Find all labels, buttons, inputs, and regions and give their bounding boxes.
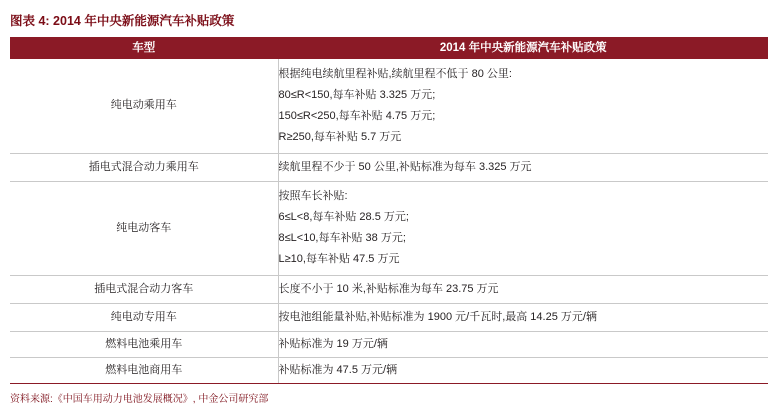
table-row [10,331,768,357]
cell-policy [278,181,768,275]
vehicle-type-label: 插电式混合动力乘用车 [88,160,199,173]
table-row [10,153,768,181]
cell-policy [278,275,768,303]
column-header-policy: 2014 年中央新能源汽车补贴政策 [278,38,768,59]
vehicle-type-label: 纯电动乘用车 [110,99,177,112]
policy-line: 根据纯电续航里程补贴,续航里程不低于 80 公里: [278,67,512,80]
policy-line: 6≤L<8,每车补贴 28.5 万元; [278,211,409,223]
policy-line: 长度不小于 10 米,补贴标准为每车 23.75 万元 [278,282,499,295]
policy-line: 150≤R<250,每车补贴 4.75 万元; [278,109,436,122]
policy-line: 补贴标准为 19 万元/辆 [278,337,388,350]
table-row [10,275,768,303]
cell-policy [278,59,768,153]
policy-table [10,38,768,384]
vehicle-type-label: 纯电动客车 [116,221,172,234]
vehicle-type-label: 燃料电池乘用车 [105,337,183,350]
cell-policy [278,153,768,181]
column-header-vehicle-type: 车型 [10,38,278,59]
page-title: 图表 4: 2014 年中央新能源汽车补贴政策 [10,14,235,28]
table-header-row [10,38,768,59]
policy-line: 80≤R<150,每车补贴 3.325 万元; [278,88,436,101]
table-row [10,181,768,275]
table-row [10,59,768,153]
cell-vehicle-type [10,357,278,383]
source-note: 资料来源:《中国车用动力电池发展概况》, 中金公司研究部 [10,393,269,405]
cell-vehicle-type [10,331,278,357]
cell-vehicle-type [10,181,278,275]
cell-vehicle-type [10,59,278,153]
vehicle-type-label: 插电式混合动力客车 [94,282,194,295]
policy-line: 按照车长补贴: [278,190,348,202]
table-row [10,357,768,383]
cell-policy [278,303,768,331]
vehicle-type-label: 纯电动专用车 [110,310,177,323]
cell-policy [278,357,768,383]
policy-line: 补贴标准为 47.5 万元/辆 [278,363,398,376]
cell-policy [278,331,768,357]
policy-line: R≥250,每车补贴 5.7 万元 [278,130,402,143]
vehicle-type-label: 燃料电池商用车 [105,363,183,376]
cell-vehicle-type [10,153,278,181]
policy-line: L≥10,每车补贴 47.5 万元 [278,253,400,265]
policy-line: 8≤L<10,每车补贴 38 万元; [278,232,406,244]
policy-line: 按电池组能量补贴,补贴标准为 1900 元/千瓦时,最高 14.25 万元/辆 [278,310,597,323]
cell-vehicle-type [10,275,278,303]
cell-vehicle-type [10,303,278,331]
policy-line: 续航里程不少于 50 公里,补贴标准为每车 3.325 万元 [278,160,532,173]
table-row [10,303,768,331]
